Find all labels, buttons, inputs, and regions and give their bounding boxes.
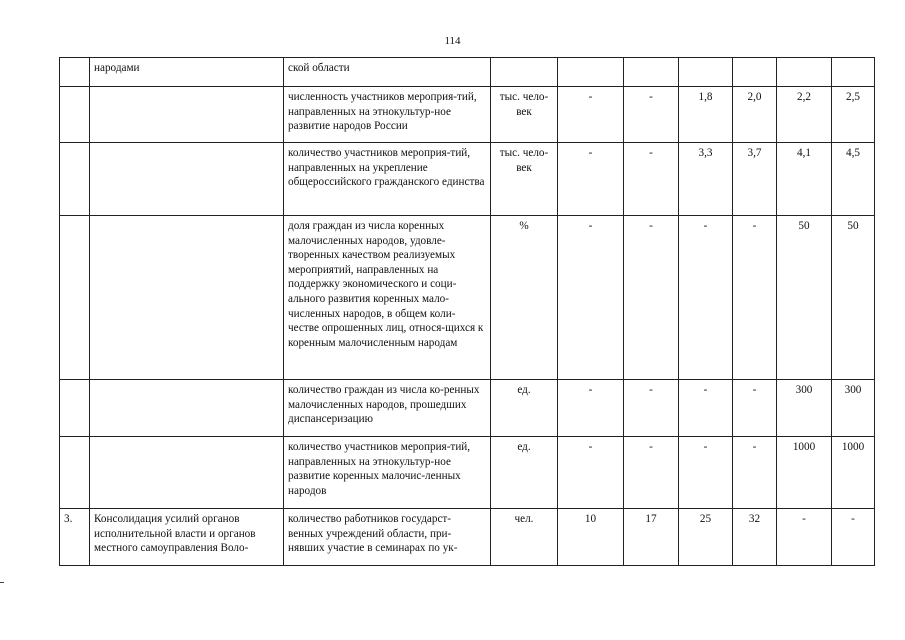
event-cell: [90, 216, 284, 380]
value-cell: -: [558, 380, 624, 437]
value-cell: -: [624, 380, 679, 437]
value-cell: -: [733, 216, 777, 380]
value-cell: -: [624, 87, 679, 143]
row-number-cell: [60, 58, 90, 87]
table-row: [60, 216, 875, 380]
value-cell: 50: [777, 216, 832, 380]
value-cell: -: [733, 380, 777, 437]
value-cell: 4,1: [777, 143, 832, 216]
value-cell: -: [679, 380, 733, 437]
unit-cell: [491, 58, 558, 87]
value-cell: 2,2: [777, 87, 832, 143]
value-cell: 50: [832, 216, 875, 380]
value-cell: 3,7: [733, 143, 777, 216]
row-number-cell: [60, 143, 90, 216]
edge-mark: [0, 582, 4, 583]
event-cell: [90, 437, 284, 509]
value-cell: [832, 58, 875, 87]
value-cell: -: [733, 437, 777, 509]
value-cell: 32: [733, 509, 777, 566]
value-cell: 2,0: [733, 87, 777, 143]
value-cell: 25: [679, 509, 733, 566]
indicator-cell: численность участников мероприя-тий, направленных на этнокультур-ное развитие народов России: [284, 87, 491, 143]
unit-cell: ед.: [491, 437, 558, 509]
value-cell: 10: [558, 509, 624, 566]
value-cell: 1000: [832, 437, 875, 509]
table-row: [60, 58, 875, 87]
value-cell: -: [624, 143, 679, 216]
event-cell: [90, 380, 284, 437]
row-number-cell: [60, 216, 90, 380]
value-cell: -: [679, 216, 733, 380]
value-cell: -: [558, 143, 624, 216]
value-cell: 2,5: [832, 87, 875, 143]
value-cell: 1000: [777, 437, 832, 509]
indicator-cell: количество участников мероприя-тий, направленных на этнокультур-ное развитие коренных малочис-ленных народов: [284, 437, 491, 509]
unit-cell: тыс. чело-век: [491, 87, 558, 143]
value-cell: -: [558, 437, 624, 509]
value-cell: -: [832, 509, 875, 566]
value-cell: 300: [777, 380, 832, 437]
page-number: 114: [444, 35, 461, 47]
value-cell: -: [558, 87, 624, 143]
unit-cell: тыс. чело-век: [491, 143, 558, 216]
value-cell: -: [679, 437, 733, 509]
value-cell: [777, 58, 832, 87]
value-cell: -: [777, 509, 832, 566]
value-cell: 4,5: [832, 143, 875, 216]
value-cell: -: [558, 216, 624, 380]
indicator-cell: ской области: [284, 58, 491, 87]
value-cell: 17: [624, 509, 679, 566]
indicator-cell: количество работников государст-венных учреждений области, при-нявших участие в семинарах по ук-: [284, 509, 491, 566]
event-cell: [90, 87, 284, 143]
table-row: [60, 380, 875, 437]
row-number-cell: 3.: [60, 509, 90, 566]
row-number-cell: [60, 437, 90, 509]
value-cell: [558, 58, 624, 87]
value-cell: 1,8: [679, 87, 733, 143]
row-number-cell: [60, 380, 90, 437]
table-row: [60, 143, 875, 216]
event-cell: народами: [90, 58, 284, 87]
event-cell: Консолидация усилий органов исполнительной власти и органов местного самоуправления Воло-: [90, 509, 284, 566]
value-cell: 300: [832, 380, 875, 437]
unit-cell: ед.: [491, 380, 558, 437]
value-cell: [679, 58, 733, 87]
indicator-cell: количество граждан из числа ко-ренных малочисленных народов, прошедших диспансеризацию: [284, 380, 491, 437]
value-cell: -: [624, 437, 679, 509]
table-row: [60, 87, 875, 143]
unit-cell: %: [491, 216, 558, 380]
table-row: [60, 437, 875, 509]
value-cell: [624, 58, 679, 87]
indicator-cell: количество участников мероприя-тий, направленных на укрепление общероссийского гражданского единства: [284, 143, 491, 216]
event-cell: [90, 143, 284, 216]
indicators-table: [59, 57, 875, 566]
unit-cell: чел.: [491, 509, 558, 566]
row-number-cell: [60, 87, 90, 143]
value-cell: -: [624, 216, 679, 380]
value-cell: [733, 58, 777, 87]
value-cell: 3,3: [679, 143, 733, 216]
table-row: [60, 509, 875, 566]
indicator-cell: доля граждан из числа коренных малочисленных народов, удовле-творенных качеством реализуемых мероприятий, направленных на поддержку экономического и соци-ального развития коренных мало-численных народов, в общем коли-честве опрошенных лиц, относя-щихся к коренным малочисленным народам: [284, 216, 491, 380]
